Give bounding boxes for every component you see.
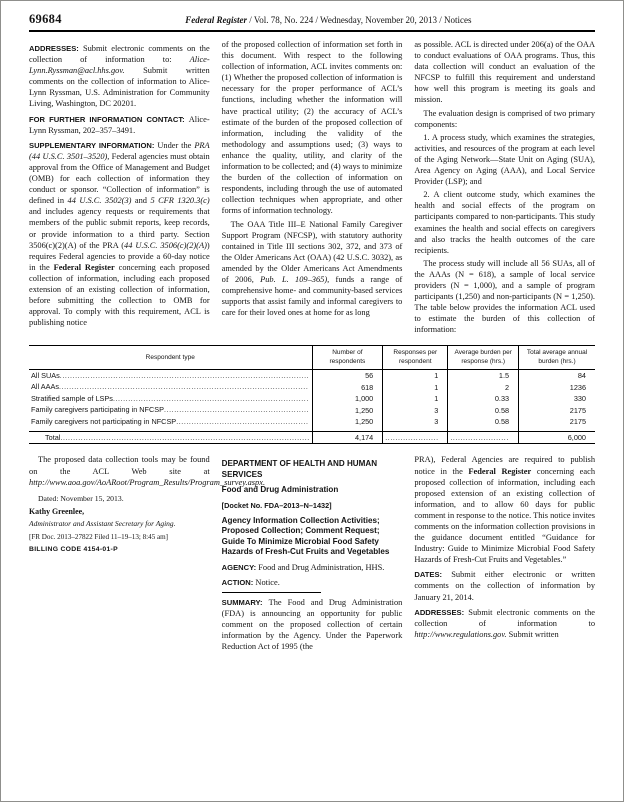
further-information-paragraph	[29, 114, 210, 136]
value-cell: 4,174	[312, 432, 383, 444]
text-segment: as possible. ACL is directed under 206(a) of the OAA to conduct evaluations of OAA programs. Thus, this data collection will conduct an evaluation of the NFCSP to fulfill this requirement and understand how well this program is meeting its goals and mission.	[414, 40, 596, 105]
text-segment: Agency Information Collection Activities; Proposed Collection; Comment Request; Guide To Minimize Microbial Food Safety Hazards of Fresh-Cut Fruits and Vegetables	[221, 515, 390, 557]
respondent-type-cell	[29, 405, 312, 416]
text-segment: Federal agencies must obtain approval from the Office of Management and Budget (OMB) for each collection of information they conduct or sponsor. “Collection of information” is defined in	[29, 151, 210, 206]
dates-paragraph	[414, 569, 595, 602]
page-number: 69684	[29, 12, 62, 26]
text-segment: DATES:	[414, 570, 452, 580]
dot-leader	[113, 394, 309, 404]
value-cell: 1	[383, 370, 448, 382]
client-outcome-item	[414, 189, 595, 256]
pra-continuation-paragraph	[414, 454, 595, 565]
text-segment: PRA (44 U.S.C. 3501–3520),	[29, 140, 210, 161]
journal-issue-info: / Vol. 78, No. 224 / Wednesday, November 20, 2013 / Notices	[247, 15, 472, 25]
text-segment: The Food and Drug Administration (FDA) is announcing an opportunity for public comment on the proposed collection of certain information by the Agency. Under the Paperwork Reduction Act of 1995 (the	[221, 597, 403, 652]
value-cell: 618	[312, 382, 383, 393]
text-segment: concerning each proposed collection of information, including each proposed extension of an existing collection of information, and to allow 60 days for public comment in response to the notice. This notice invites comments on the information collection provisions in the guidance document entitled “Guidance for Industry: Guide to Minimize Microbial Food Safety Hazards of Fresh-Cut Fruits and Vegetables.”	[414, 466, 596, 565]
respondent-type-label: All AAAs	[31, 382, 59, 392]
text-segment: [Docket No. FDA–2013–N–1432]	[221, 500, 332, 510]
value-cell: 3	[383, 416, 448, 431]
dot-leader	[450, 433, 509, 443]
text-segment: Submit electronic comments on the collection of information to:	[29, 44, 210, 65]
value-cell: 2175	[519, 405, 595, 416]
text-segment: Kathy Greenlee,	[29, 506, 85, 516]
dot-leader	[60, 433, 308, 443]
text-segment: The evaluation design is comprised of two primary components:	[414, 108, 596, 129]
text-segment: The OAA Title III–E National Family Caregiver Support Program (NFCSP), with statutory authority contained in Title III sections 302, 372, and 373 of the Older Americans Act (OAA) (42 U.S.C. 3032), as amended by the Older Americans Act Amendments of 2006,	[221, 219, 403, 284]
journal-name: Federal Register	[185, 15, 248, 25]
data-collection-tools-paragraph	[29, 454, 266, 487]
text-segment: ACTION:	[221, 577, 256, 587]
respondent-type-label: Stratified sample of LSPs	[31, 393, 113, 403]
text-segment: PRA), Federal Agencies are required to publish notice in the	[414, 455, 596, 476]
evaluation-design-paragraph	[414, 108, 595, 130]
text-segment: SUPPLEMENTARY INFORMATION:	[29, 140, 158, 150]
text-segment: funds a range of comprehensive home- and community-based services supports that assist family and informal caregivers to care for their loved ones at home for as long	[221, 274, 403, 318]
respondent-type-cell	[29, 370, 312, 382]
value-cell: 0.58	[448, 405, 519, 416]
action-paragraph	[222, 577, 403, 588]
burden-estimate-table-section	[29, 345, 595, 444]
top-column-1	[29, 39, 210, 335]
dot-leader	[176, 417, 308, 427]
text-segment: 44 U.S.C. 3502(3)	[67, 196, 132, 206]
agency-paragraph	[222, 562, 403, 573]
signature-title	[29, 519, 210, 529]
respondent-type-cell	[29, 393, 312, 404]
dot-leader	[385, 433, 438, 443]
text-segment: http://www.regulations.gov.	[414, 629, 507, 639]
col-header-responses-per-respondent: Responses per respondent	[383, 346, 448, 370]
col-header-total-annual-burden: Total average annual burden (hrs.)	[519, 346, 595, 370]
burden-estimate-table	[29, 345, 595, 444]
value-cell: 1	[383, 393, 448, 404]
department-heading	[222, 459, 403, 480]
text-segment: The proposed data collection tools may be found on the ACL Web site at	[29, 455, 210, 476]
continuation-paragraph	[222, 39, 403, 217]
respondent-type-cell	[29, 416, 312, 431]
value-cell: 1236	[519, 382, 595, 393]
signature-name	[29, 507, 210, 517]
value-cell: 1,250	[312, 416, 383, 431]
page-header	[29, 12, 595, 32]
value-cell: 84	[519, 370, 595, 382]
value-cell	[448, 432, 519, 444]
process-study-sample-paragraph	[414, 258, 595, 336]
addresses-paragraph	[29, 43, 210, 110]
dated-line	[29, 494, 210, 504]
text-segment: Pub. L. 109–365),	[260, 274, 330, 284]
text-segment: Alice-Lynn Ryssman, 202–357–3491.	[29, 114, 210, 135]
text-segment: 5 CFR 1320.3(c)	[150, 196, 210, 206]
respondent-type-label: Family caregivers participating in NFCSP	[31, 405, 165, 415]
respondent-type-cell	[29, 432, 312, 444]
respondent-type-label: Family caregivers not participating in NFCSP	[31, 416, 177, 426]
text-segment: of the proposed collection of information set forth in this document. With respect to the following collection of information, ACL invites comments on: (1) Whether the proposed collection of information is necessary for the proper performance of ACL’s functions, including whether the information will have practical utility; (2) the accuracy of ACL’s estimate of the burden of the proposed collection of information, including the validity of the methodology and assumptions used; (3) ways to enhance the quality, utility, and clarity of the information to be collected; and (4) ways to minimize the burden of the collection of information on respondents, including through the use of automated collection techniques when appropriate, and other forms of information technology.	[221, 40, 403, 216]
fr-doc-line	[29, 533, 210, 542]
table-total-row	[29, 432, 595, 444]
text-segment: The process study will include all 56 SUAs, all of the AAAs (N = 618), a sample of local service providers (N = 1,000), and a sample of program participants (1,250) and non-participants (N = 1,250). The table below provides the information ACL used to estimate the burden of this collection of information:	[414, 258, 596, 335]
respondent-type-label: All SUAs	[31, 370, 60, 380]
bottom-column-2	[222, 454, 403, 652]
text-segment: [FR Doc. 2013–27822 Filed 11–19–13; 8:45 am]	[29, 533, 169, 542]
text-segment: Federal Register	[53, 262, 115, 272]
text-segment: Alice-Lynn.Ryssman@acl.hhs.gov.	[29, 55, 210, 76]
text-segment: Submit either electronic or written comments on the collection of information by January 21, 2014.	[414, 570, 596, 602]
text-segment: http://www.aoa.gov/AoARoot/Program_Results/Program_survey.aspx.	[29, 477, 266, 487]
text-segment: DEPARTMENT OF HEALTH AND HUMAN SERVICES	[221, 459, 378, 479]
text-segment: FOR FURTHER INFORMATION CONTACT:	[29, 114, 189, 124]
respondent-type-label: Total	[45, 432, 61, 442]
evaluation-mission-paragraph	[414, 39, 595, 106]
addresses-paragraph-fda	[414, 607, 595, 640]
value-cell: 2	[448, 382, 519, 393]
text-segment: ADDRESSES:	[29, 44, 83, 53]
text-segment: 1. A process study, which examines the strategies, activities, and resources of the program at each level of the Aging Network—State Unit on Aging (SUA), Area Agency on Aging (AAA), and Local Service Provider (LSP); and	[414, 132, 596, 187]
text-segment: Under the	[157, 140, 195, 150]
text-segment: Submit written	[506, 629, 559, 639]
table-row	[29, 370, 595, 382]
text-segment: Federal Register	[468, 466, 532, 476]
top-columns-section	[29, 39, 595, 335]
bottom-column-3	[414, 454, 595, 652]
value-cell: 6,000	[519, 432, 595, 444]
billing-code-line	[29, 546, 210, 555]
respondent-type-cell	[29, 382, 312, 393]
value-cell: 0.58	[448, 416, 519, 431]
col-header-respondent-type: Respondent type	[29, 346, 312, 370]
value-cell	[383, 432, 448, 444]
agency-heading	[222, 485, 403, 496]
text-segment: ) requires Federal agencies to provide a 60-day notice in the	[29, 240, 210, 272]
text-segment: Notice.	[255, 577, 280, 587]
text-segment: Administrator and Assistant Secretary for Aging.	[29, 519, 176, 529]
value-cell: 2175	[519, 416, 595, 431]
table-row	[29, 393, 595, 404]
text-segment: Submit written comments on the collection of information to Alice-Lynn Ryssman, U.S. Administration for Community Living, Washington, DC 20201.	[29, 66, 210, 109]
table-header-row	[29, 346, 595, 370]
notice-title-heading	[222, 516, 403, 558]
text-segment: Dated: November 15, 2013.	[38, 493, 124, 503]
table-row	[29, 416, 595, 431]
nfcsp-program-paragraph	[222, 219, 403, 319]
text-segment: Submit electronic comments on the collection of information to	[414, 607, 596, 628]
value-cell: 1,250	[312, 405, 383, 416]
text-segment: SUMMARY:	[221, 597, 269, 607]
dot-leader	[60, 371, 309, 381]
bottom-columns-section	[29, 454, 595, 652]
summary-paragraph	[222, 597, 403, 652]
text-segment: AGENCY:	[221, 562, 259, 572]
process-study-item	[414, 132, 595, 187]
dot-leader	[164, 405, 308, 415]
text-segment: and includes agency requests or requirements that members of the public submit reports, keep records, or provide information to a third party. Section 3506(c)(2)(A) of the PRA (	[29, 207, 210, 250]
docket-number-line	[222, 501, 403, 511]
text-segment: 2. A client outcome study, which examines the health and social effects of the program on participants compared to non-participants. This study examines the health and social effects on caregivers and also tracks the health outcomes of the care recipients.	[414, 190, 596, 255]
text-segment: BILLING CODE 4154-01-P	[29, 545, 118, 553]
col-header-average-burden: Average burden per response (hrs.)	[448, 346, 519, 370]
value-cell: 1.5	[448, 370, 519, 382]
table-row	[29, 405, 595, 416]
value-cell: 330	[519, 393, 595, 404]
text-segment: concerning each proposed collection of information, including each proposed extension of an existing collection of information, before submitting the collection to OMB for approval. To comply with this requirement, ACL is publishing notice	[29, 262, 210, 328]
text-segment: Food and Drug Administration, HHS.	[258, 562, 385, 572]
value-cell: 1,000	[312, 393, 383, 404]
text-segment: 44 U.S.C. 3506(c)(2)(A)	[124, 240, 207, 250]
value-cell: 3	[383, 405, 448, 416]
value-cell: 0.33	[448, 393, 519, 404]
value-cell: 56	[312, 370, 383, 382]
text-segment: Food and Drug Administration	[221, 485, 339, 495]
col-header-number-of-respondents: Number of respondents	[312, 346, 383, 370]
value-cell: 1	[383, 382, 448, 393]
section-divider-rule	[222, 592, 321, 593]
table-row	[29, 382, 595, 393]
top-column-2	[222, 39, 403, 335]
top-column-3	[414, 39, 595, 335]
text-segment: and	[131, 196, 151, 206]
supplementary-information-paragraph	[29, 140, 210, 329]
dot-leader	[59, 382, 309, 392]
journal-title-line	[62, 15, 595, 25]
text-segment: ADDRESSES:	[414, 607, 469, 617]
